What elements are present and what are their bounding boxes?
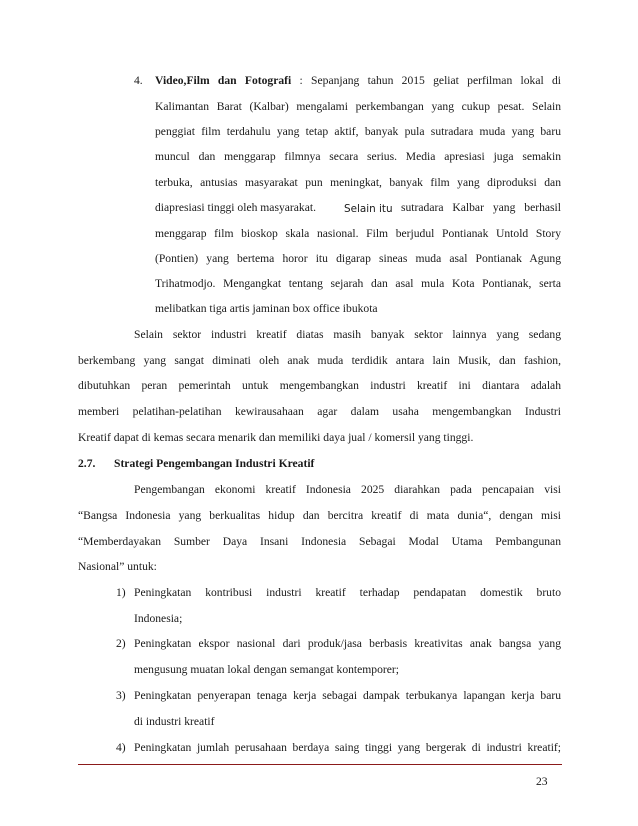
item-4-line-6a: diapresiasi tinggi oleh masyarakat. — [155, 201, 316, 214]
list-item-1-line-2: Indonesia; — [134, 612, 183, 625]
item-4-line-10: melibatkan tiga artis jaminan box office ibukota — [155, 302, 378, 315]
item-4-line-1: Video,Film dan Fotografi : Sepanjang tahun 2015 geliat perfilman lokal di — [155, 74, 561, 87]
list-item-3-number: 3) — [116, 689, 126, 702]
item-4-number: 4. — [134, 74, 143, 87]
para-1-line-3: dibutuhkan peran pemerintah untuk mengembangkan industri kreatif ini diantara adalah — [78, 379, 561, 392]
para-2-line-2: “Bangsa Indonesia yang berkualitas hidup dan bercitra kreatif di mata dunia“, dengan misi — [78, 509, 561, 522]
list-item-3-line-1: Peningkatan penyerapan tenaga kerja sebagai dampak terbukanya lapangan kerja baru — [134, 689, 561, 702]
list-item-3-line-2: di industri kreatif — [134, 715, 215, 728]
page-number: 23 — [536, 775, 548, 788]
item-4-line-2: Kalimantan Barat (Kalbar) mengalami perkembangan yang cukup pesat. Selain — [155, 100, 561, 113]
item-4-line-8: (Pontien) yang bertema horor itu digarap sineas muda asal Pontianak Agung — [155, 252, 561, 265]
item-4-line-6b: Selain itu — [344, 203, 393, 215]
para-1-line-1: Selain sektor industri kreatif diatas masih banyak sektor lainnya yang sedang — [134, 328, 561, 341]
para-2-line-4: Nasional” untuk: — [78, 560, 157, 573]
section-title: Strategi Pengembangan Industri Kreatif — [114, 457, 315, 470]
item-4-title: Video,Film dan Fotografi — [155, 74, 292, 87]
para-2-line-3: “Memberdayakan Sumber Daya Insani Indonesia Sebagai Modal Utama Pembangunan — [78, 535, 561, 548]
section-number: 2.7. — [78, 457, 96, 470]
list-item-2-number: 2) — [116, 637, 126, 650]
list-item-4-line-1: Peningkatan jumlah perusahaan berdaya saing tinggi yang bergerak di industri kreatif; — [134, 741, 561, 754]
list-item-2-line-2: mengusung muatan lokal dengan semangat kontemporer; — [134, 663, 399, 676]
item-4-line-3: penggiat film terdahulu yang tetap aktif, banyak pula sutradara muda yang baru — [155, 125, 561, 138]
item-4-line-7: menggarap film bioskop skala nasional. Film berjudul Pontianak Untold Story — [155, 227, 561, 240]
list-item-1-number: 1) — [116, 586, 126, 599]
para-1-line-5: Kreatif dapat di kemas secara menarik dan memiliki daya jual / komersil yang tinggi. — [78, 431, 474, 444]
para-1-line-4: memberi pelatihan-pelatihan kewirausahaan agar dalam usaha mengembangkan Industri — [78, 405, 561, 418]
list-item-4-number: 4) — [116, 741, 126, 754]
list-item-2-line-1: Peningkatan ekspor nasional dari produk/jasa berbasis kreativitas anak bangsa yang — [134, 637, 561, 650]
para-2-line-1: Pengembangan ekonomi kreatif Indonesia 2025 diarahkan pada pencapaian visi — [134, 483, 561, 496]
item-4-line-6c: sutradara Kalbar yang berhasil — [401, 201, 561, 214]
item-4-line-4: muncul dan menggarap filmnya secara serius. Media apresiasi juga semakin — [155, 150, 561, 163]
item-4-line-9: Trihatmodjo. Mengangkat tentang sejarah dan asal mula Kota Pontianak, serta — [155, 277, 561, 290]
item-4-line-5: terbuka, antusias masyarakat pun meningkat, banyak film yang diproduksi dan — [155, 176, 561, 189]
para-1-line-2: berkembang yang sangat diminati oleh anak muda terdidik antara lain Musik, dan fashion, — [78, 354, 561, 367]
footer-rule — [78, 764, 562, 765]
list-item-1-line-1: Peningkatan kontribusi industri kreatif terhadap pendapatan domestik bruto — [134, 586, 561, 599]
